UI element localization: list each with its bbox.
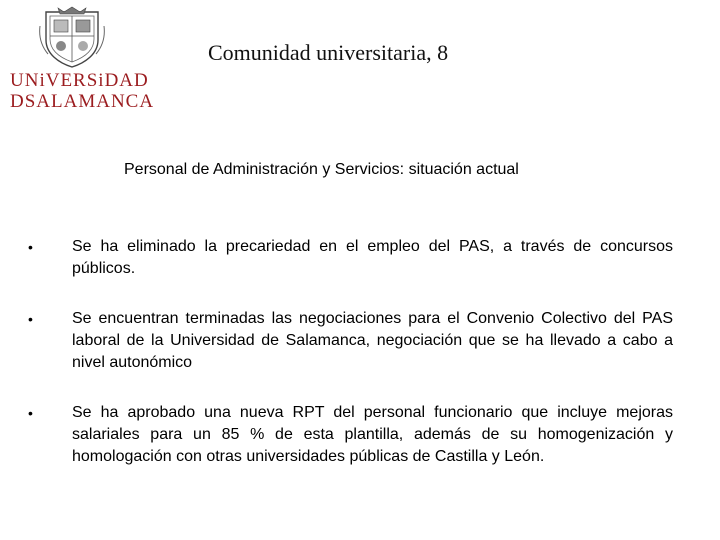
bullet-text: Se ha aprobado una nueva RPT del personal funcionario que incluye mejoras salariales para un 85 % de esta plantilla, además de su homogenización y homologación con otras universidades públicas de Castilla y León. [72,404,673,465]
university-wordmark [10,70,155,112]
section-subtitle: Personal de Administración y Servicios: situación actual [124,161,519,178]
wordmark-line-2: DSALAMANCA [10,91,155,112]
bullet-text: Se ha eliminado la precariedad en el empleo del PAS, a través de concursos públicos. [72,238,673,277]
bullet-item [28,236,673,280]
university-seal-icon [38,6,106,68]
bullet-item [28,308,673,374]
university-logo [8,6,155,112]
slide-header-title: Comunidad universitaria, 8 [208,40,449,65]
bullet-item [28,402,673,468]
bullet-list [28,236,673,468]
bullet-icon: • [28,405,33,421]
bullet-text: Se encuentran terminadas las negociaciones para el Convenio Colectivo del PAS laboral de la Universidad de Salamanca, negociación que se ha llevado a cabo a nivel autonómico [72,310,673,371]
bullet-icon: • [28,239,33,255]
wordmark-line-1: UNiVERSiDAD [10,70,149,91]
bullet-icon: • [28,311,33,327]
